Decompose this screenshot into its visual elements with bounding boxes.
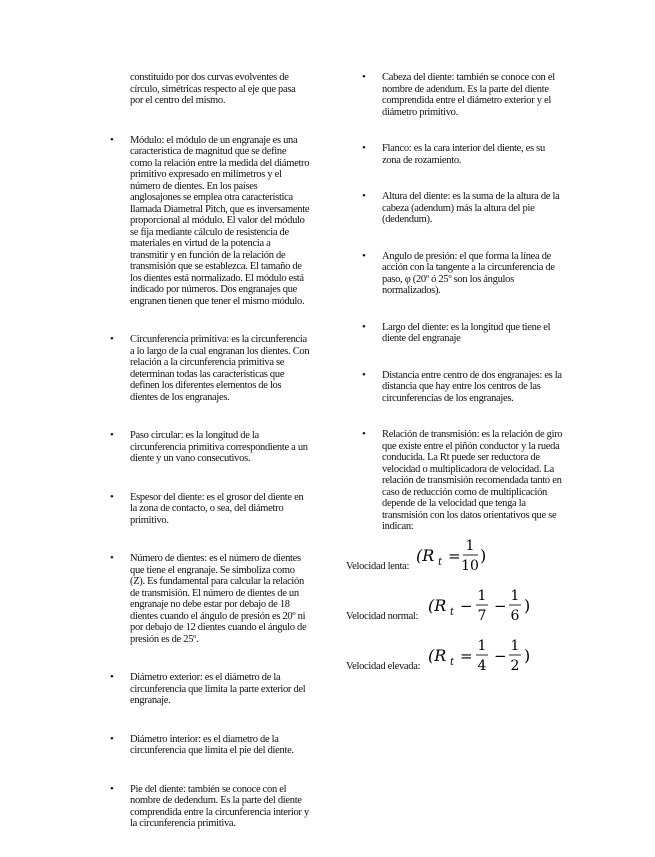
formula-op: − xyxy=(494,647,507,665)
formula-svg xyxy=(414,536,504,576)
formula-math xyxy=(426,586,536,626)
speed-formulas xyxy=(346,526,586,676)
continuation-text: constituido por dos curvas evolventes de círculo, simétricas respecto al eje que pasa por el centro del mismo. xyxy=(130,72,296,106)
formula-lhs: (R xyxy=(416,546,435,565)
list-item: • Pie del diente: también se conoce con el nombre de dedendum. Es la parte del diente comprendida entre la circunferencia interior y la circunferencia primitiva. xyxy=(110,784,310,830)
list-item: • Número de dientes: es el número de dientes que tiene el engranaje. Se simboliza como (Z). Es fundamental para calcular la relación de transmisión. El número de dientes de un engranaje no debe estar por debajo de 18 dientes cuando el ángulo de presión es 20º ni por debajo de 12 dientes cuando el ángulo de presión es de 25º. xyxy=(110,553,310,645)
right-column xyxy=(362,72,564,558)
list-item: • Diámetro interior: es el diametro de la circunferencia que limita el pie del diente. xyxy=(110,734,310,757)
fraction-numerator: 1 xyxy=(477,588,487,604)
list-item: • Angulo de presión: el que forma la línea de acción con la tangente a la circunferencia de paso, φ (20º ó 25º son los ángulos normalizados). xyxy=(362,251,564,297)
fraction-numerator: 1 xyxy=(465,538,475,554)
list-item: • Altura del diente: es la suma de la altura de la cabeza (adendum) más la altura del pie (dedendum). xyxy=(362,191,564,226)
formula-math xyxy=(426,636,536,676)
formula-lhs: (R xyxy=(428,596,447,615)
formula-row xyxy=(346,626,586,676)
list-item: • Diámetro exterior: es el diámetro de la circunferencia que limita la parte exterior del engranaje. xyxy=(110,672,310,707)
formula-row xyxy=(346,526,586,576)
formula-close: ) xyxy=(524,646,531,665)
formula-op: − xyxy=(494,597,507,615)
formula-sub: t xyxy=(438,557,443,568)
fraction-denominator: 10 xyxy=(461,558,479,574)
formula-svg xyxy=(426,586,536,626)
list-item: • Paso circular: es la longitud de la circunferencia primitiva correspondiente a un diente y un vano consecutivos. xyxy=(110,430,310,465)
formula-op: = xyxy=(448,547,461,565)
formula-math xyxy=(414,536,504,576)
list-item: • Espesor del diente: es el grosor del diente en la zona de contacto, o sea, del diámetro primitivo. xyxy=(110,492,310,527)
formula-svg xyxy=(426,636,536,676)
list-item: • Módulo: el módulo de un engranaje es una característica de magnitud que se define como la relación entre la medida del diámetro primitivo expresado en milímetros y el número de dientes. En los países anglosajones se emplea otra característica llamada Diametral Pitch, que es inversamente proporcional al módulo. El valor del módulo se fija mediante cálculo de resistencia de materiales en virtud de la potencia a transmitir y en función de la relación de transmisión que se establezca. El tamaño de los dientes está normalizado. El módulo está indicado por números. Dos engranajes que engranen tienen que tener el mismo módulo. xyxy=(110,135,310,308)
formula-op: − xyxy=(460,597,473,615)
fraction-numerator: 1 xyxy=(477,638,487,654)
left-column xyxy=(110,72,310,857)
list-item: • Relación de transmisión: es la relación de giro que existe entre el piñón conductor y la rueda conducida. La Rt puede ser reductora de velocidad o multiplicadora de velocidad. La relación de transmisión recomendada tanto en caso de reducción como de multiplicación depende de la velocidad que tenga la transmisión con los datos orientativos que se indican: xyxy=(362,429,564,533)
definition-list-right xyxy=(362,72,564,533)
formula-sub: t xyxy=(450,657,455,668)
formula-op: = xyxy=(460,647,473,665)
list-item: • Circunferencia primitiva: es la circunferencia a lo largo de la cual engranan los dientes. Con relación a la circunferencia primitiva se determinan todas las características que definen los diferentes elementos de los dientes de los engranajes. xyxy=(110,334,310,403)
list-item: • Cabeza del diente: también se conoce con el nombre de adendum. Es la parte del diente comprendida entre el diámetro exterior y el diámetro primitivo. xyxy=(362,72,564,118)
formula-sub: t xyxy=(450,607,455,618)
fraction-denominator: 4 xyxy=(477,658,487,674)
list-item: • Largo del diente: es la longitud que tiene el diente del engranaje xyxy=(362,322,564,345)
formula-close: ) xyxy=(524,596,531,615)
formula-label: Velocidad normal: xyxy=(346,611,419,622)
fraction-numerator: 1 xyxy=(510,638,520,654)
fraction-denominator: 2 xyxy=(510,658,520,674)
formula-close: ) xyxy=(480,546,487,565)
formula-label: Velocidad elevada: xyxy=(346,661,421,672)
formula-lhs: (R xyxy=(428,646,447,665)
fraction-numerator: 1 xyxy=(510,588,520,604)
list-item: • Flanco: es la cara interior del diente, es su zona de rozamiento. xyxy=(362,143,564,166)
formula-row xyxy=(346,576,586,626)
fraction-denominator: 6 xyxy=(510,608,520,624)
list-item: • Distancia entre centro de dos engranajes: es la distancia que hay entre los centros de las circunferencias de los engranajes. xyxy=(362,370,564,405)
fraction-denominator: 7 xyxy=(477,608,487,624)
formula-label: Velocidad lenta: xyxy=(346,561,410,572)
definition-list-left xyxy=(110,135,310,830)
